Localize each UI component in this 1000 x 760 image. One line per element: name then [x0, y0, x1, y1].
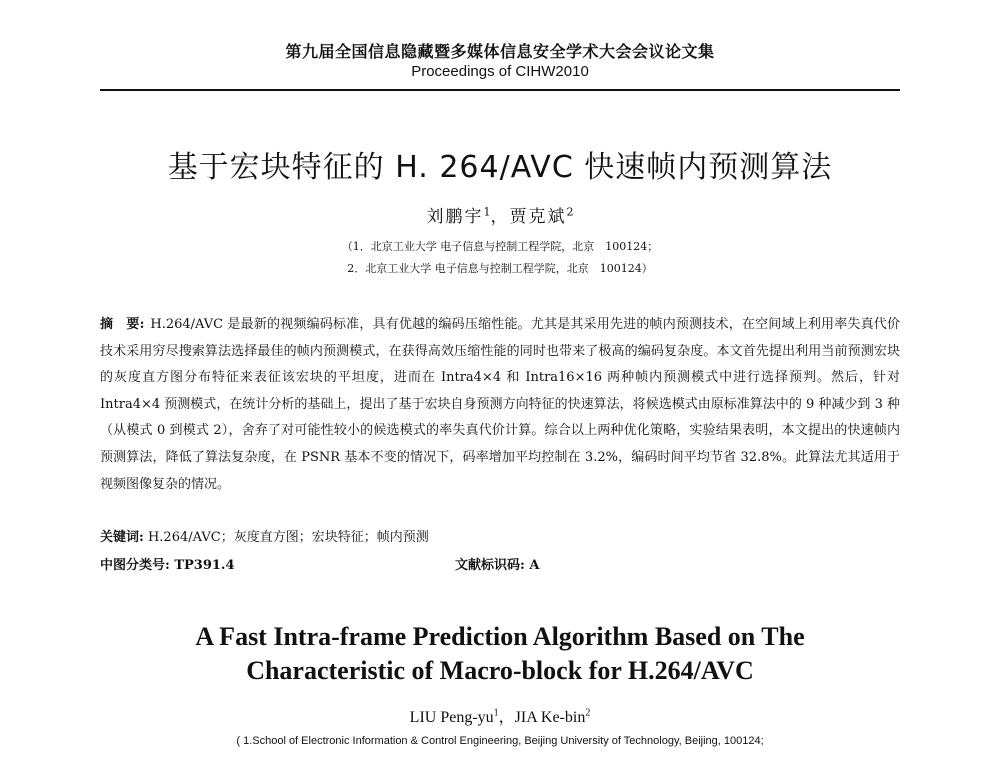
authors-en	[100, 704, 900, 727]
paper-title-en	[100, 620, 900, 688]
affiliation-cn-1: （1．北京工业大学 电子信息与控制工程学院，北京 100124；	[341, 240, 659, 253]
author-en-name: JIA Ke-bin	[514, 709, 586, 726]
doc-code	[455, 554, 539, 573]
keywords-cn	[100, 526, 900, 545]
classification-row	[100, 554, 900, 573]
author-cn-sup: 1	[483, 205, 491, 219]
doc-code-label: 文献标识码:	[455, 558, 525, 573]
author-en-sup: 2	[585, 707, 591, 719]
clc-value: TP391.4	[174, 558, 235, 573]
affiliation-cn-2: 2．北京工业大学 电子信息与控制工程学院，北京 100124）	[347, 262, 653, 275]
author-separator-en: ，	[498, 709, 515, 726]
authors-cn	[100, 202, 900, 227]
author-cn-name: 贾克斌	[509, 207, 567, 227]
author-separator: ，	[490, 207, 510, 227]
proceedings-title-cn: 第九届全国信息隐藏暨多媒体信息安全学术大会会议论文集	[285, 42, 715, 61]
paper-title-en-line1: A Fast Intra-frame Prediction Algorithm Based on The	[195, 622, 805, 651]
affiliation-en-1: ( 1.School of Electronic Information & Control Engineering, Beijing University of Technology, Beijing, 100124;	[236, 735, 764, 747]
author-en-sup: 1	[493, 707, 499, 719]
proceedings-title-en: Proceedings of CIHW2010	[411, 63, 589, 80]
author-cn-sup: 2	[566, 205, 574, 219]
author-en-name: LIU Peng-yu	[409, 709, 494, 726]
doc-code-value: A	[529, 558, 540, 573]
clc-label: 中图分类号:	[100, 558, 170, 573]
abstract-label: 摘 要:	[100, 317, 145, 332]
author-cn-name: 刘鹏宇	[426, 207, 484, 227]
paper-title-en-line2: Characteristic of Macro-block for H.264/AVC	[246, 656, 754, 685]
abstract-cn	[100, 312, 900, 498]
header-rule	[100, 89, 900, 91]
abstract-text: H.264/AVC 是最新的视频编码标准，具有优越的编码压缩性能。尤其是其采用先进的帧内预测技术，在空间域上利用率失真代价技术采用穷尽搜索算法选择最佳的帧内预测模式，在获得高效压缩性能的同时也带来了极高的编码复杂度。本文首先提出利用当前预测宏块的灰度直方图分布特征来表征该宏块的平坦度，进而在 Intra4×4 和 Intra16×16 两种帧内预测模式中进行选择预判。然后，针对 Intra4×4 预测模式，在统计分析的基础上，提出了基于宏块自身预测方向特征的快速算法，将候选模式由原标准算法中的 9 种减少到 3 种（从模式 0 到模式 2），舍弃了对可能性较小的候选模式的率失真代价计算。综合以上两种优化策略，实验结果表明，本文提出的快速帧内预测算法，降低了算法复杂度，在 PSNR 基本不变的情况下，码率增加平均控制在 3.2%，编码时间平均节省 32.8%。此算法尤其适用于视频图像复杂的情况。	[100, 317, 900, 492]
paper-title-cn: 基于宏块特征的 H. 264/AVC 快速帧内预测算法	[167, 150, 833, 185]
keywords-text: H.264/AVC；灰度直方图；宏块特征；帧内预测	[147, 530, 429, 545]
keywords-label: 关键词:	[100, 530, 144, 545]
